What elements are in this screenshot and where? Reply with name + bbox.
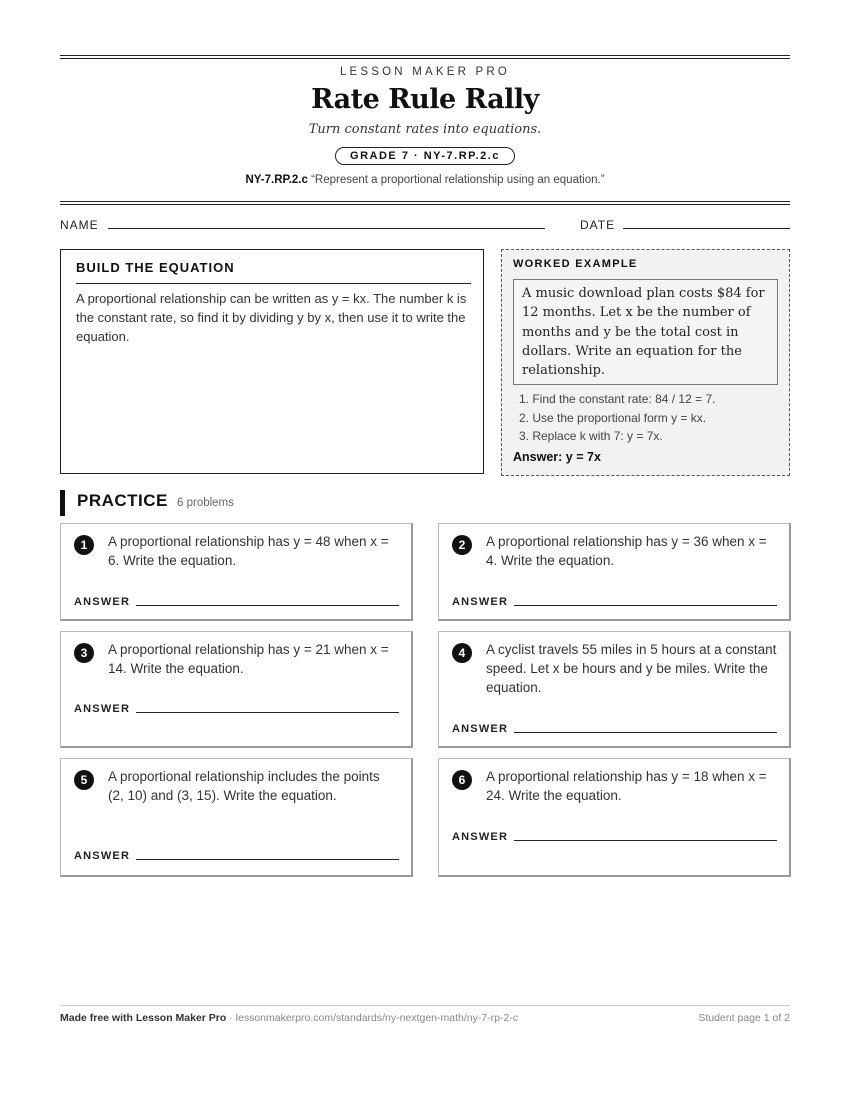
problem-text-5: A proportional relationship includes the points (2, 10) and (3, 15). Write the equation. (108, 769, 380, 803)
problem-number-2: 2 (452, 535, 472, 555)
footer-rule (60, 1005, 790, 1006)
problem-number-6: 6 (452, 770, 472, 790)
practice-title: PRACTICE (77, 491, 168, 510)
answer-label-3: ANSWER (74, 703, 131, 715)
date-field[interactable] (623, 228, 790, 229)
problem-card-2 (438, 523, 791, 621)
header-bottom-double-rule (60, 201, 790, 205)
answer-field-6[interactable] (514, 840, 777, 841)
build-title: BUILD THE EQUATION (76, 260, 235, 275)
worksheet-title: Rate Rule Rally (311, 84, 539, 115)
top-double-rule (60, 55, 790, 59)
worked-step-3: 3. Replace k with 7: y = 7x. (519, 429, 663, 443)
standard-code: NY-7.RP.2.c (245, 174, 308, 186)
practice-accent-bar (60, 490, 65, 516)
standard-line (60, 174, 790, 186)
problem-card-5 (60, 758, 413, 877)
standard-quote: “Represent a proportional relationship using an equation.” (311, 174, 605, 186)
brand-name: LESSON MAKER PRO (339, 66, 511, 78)
answer-label-2: ANSWER (452, 596, 509, 608)
worked-example-panel (501, 249, 790, 476)
problem-card-4 (438, 631, 791, 748)
answer-field-3[interactable] (136, 712, 399, 713)
problem-number-4: 4 (452, 643, 472, 663)
answer-label-5: ANSWER (74, 850, 131, 862)
answer-label-1: ANSWER (74, 596, 131, 608)
worked-example-answer: Answer: y = 7x (513, 450, 601, 464)
problem-number-5: 5 (74, 770, 94, 790)
footer-credit (60, 1012, 518, 1024)
worked-example-problem: A music download plan costs $84 for 12 months. Let x be the number of months and y be the total cost in dollars. Write an equation for the relationship. (513, 279, 778, 385)
problem-text-3: A proportional relationship has y = 21 when x = 14. Write the equation. (108, 642, 389, 676)
worked-example-title: WORKED EXAMPLE (513, 258, 638, 270)
build-text: A proportional relationship can be written as y = kx. The number k is the constant rate, so find it by dividing y by x, then use it to write the equation. (76, 291, 467, 344)
practice-count: 6 problems (177, 497, 234, 509)
footer-page-number: Student page 1 of 2 (698, 1012, 790, 1024)
answer-label-6: ANSWER (452, 831, 509, 843)
name-label: NAME (60, 218, 99, 232)
problem-card-3 (60, 631, 413, 748)
problem-text-4: A cyclist travels 55 miles in 5 hours at a constant speed. Let x be hours and y be miles. Write the equation. (486, 642, 777, 695)
worked-step-2: 2. Use the proportional form y = kx. (519, 410, 707, 425)
problem-text-6: A proportional relationship has y = 18 when x = 24. Write the equation. (486, 769, 767, 803)
answer-field-4[interactable] (514, 732, 777, 733)
answer-field-2[interactable] (514, 605, 777, 606)
problem-text-1: A proportional relationship has y = 48 when x = 6. Write the equation. (108, 534, 389, 568)
build-the-equation-panel (60, 249, 484, 474)
worked-example-steps (519, 390, 715, 446)
problem-card-6 (438, 758, 791, 877)
problem-text-2: A proportional relationship has y = 36 when x = 4. Write the equation. (486, 534, 767, 568)
problem-card-1 (60, 523, 413, 621)
name-field[interactable] (108, 228, 545, 229)
grade-badge: GRADE 7 · NY-7.RP.2.c (335, 147, 515, 165)
build-title-rule (76, 283, 471, 284)
footer-made-with: Made free with Lesson Maker Pro (60, 1012, 227, 1024)
answer-label-4: ANSWER (452, 723, 509, 735)
worked-step-1: 1. Find the constant rate: 84 / 12 = 7. (519, 392, 716, 406)
problem-number-3: 3 (74, 643, 94, 663)
date-label: DATE (580, 218, 616, 232)
problem-number-1: 1 (74, 535, 94, 555)
answer-field-1[interactable] (136, 605, 399, 606)
footer-url[interactable]: · lessonmakerpro.com/standards/ny-nextgen-math/ny-7-rp-2-c (226, 1012, 519, 1024)
answer-field-5[interactable] (136, 859, 399, 860)
worksheet-subtitle: Turn constant rates into equations. (308, 122, 542, 137)
grade-badge-wrap (60, 146, 790, 165)
